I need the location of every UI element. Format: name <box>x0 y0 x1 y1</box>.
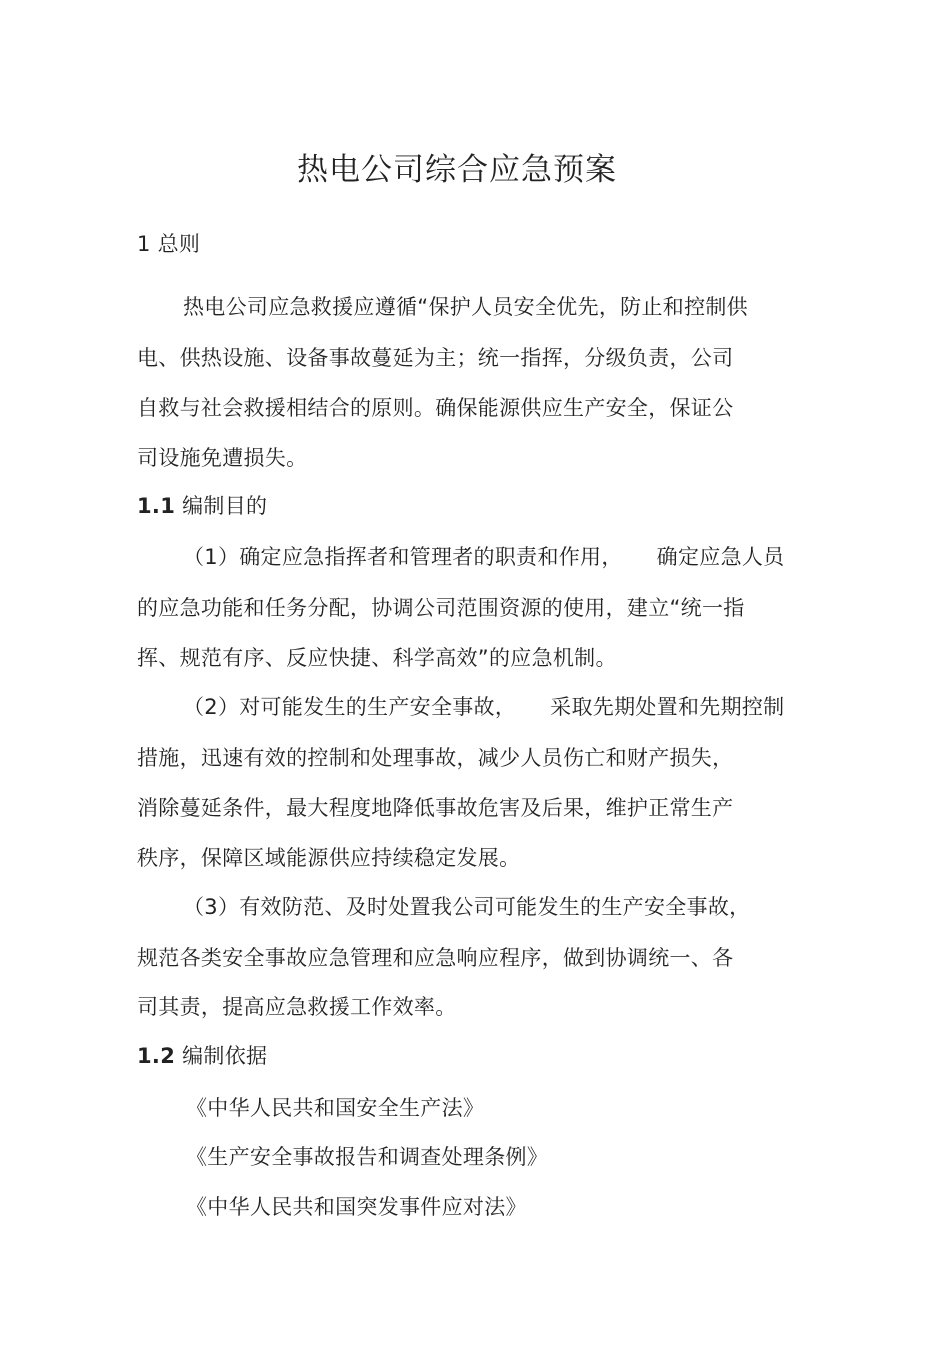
paragraph-line: 秩序，保障区域能源供应持续稳定发展。 <box>137 846 521 870</box>
paragraph-line: 自救与社会救援相结合的原则。确保能源供应生产安全，保证公 <box>137 396 734 420</box>
section-number: 1.2 <box>137 1044 176 1068</box>
list-item-2-part-b: 采取先期处置和先期控制 <box>550 695 785 719</box>
list-item-1-part-b: 确定应急人员 <box>656 545 785 569</box>
paragraph-line: 司其责，提高应急救援工作效率。 <box>137 995 457 1019</box>
section-number: 1.1 <box>137 494 176 518</box>
list-item-3-first-line: （3）有效防范、及时处置我公司可能发生的生产安全事故， <box>183 895 751 919</box>
paragraph-line: 的应急功能和任务分配，协调公司范围资源的使用，建立“统一指 <box>137 596 745 620</box>
law-reference: 《中华人民共和国突发事件应对法》 <box>186 1195 527 1219</box>
list-item-2-first-line <box>183 694 784 720</box>
paragraph-line: 挥、规范有序、反应快捷、科学高效”的应急机制。 <box>137 646 617 670</box>
paragraph-line: 规范各类安全事故应急管理和应急响应程序，做到协调统一、各 <box>137 946 734 970</box>
section-heading-purpose <box>137 493 267 519</box>
section-title: 编制依据 <box>182 1044 268 1068</box>
document-title: 热电公司综合应急预案 <box>297 152 617 188</box>
law-reference: 《生产安全事故报告和调查处理条例》 <box>186 1145 549 1169</box>
section-heading-general: 1 总则 <box>137 232 201 256</box>
list-item-2-part-a: （2）对可能发生的生产安全事故， <box>183 695 517 719</box>
list-item-1-first-line <box>183 544 784 570</box>
paragraph-line: 措施，迅速有效的控制和处理事故，减少人员伤亡和财产损失， <box>137 746 734 770</box>
law-reference: 《中华人民共和国安全生产法》 <box>186 1096 485 1120</box>
section-title: 编制目的 <box>182 494 268 518</box>
paragraph-line: 司设施免遭损失。 <box>137 446 308 470</box>
paragraph-line: 电、供热设施、设备事故蔓延为主；统一指挥，分级负责，公司 <box>137 346 734 370</box>
paragraph-line: 消除蔓延条件，最大程度地降低事故危害及后果，维护正常生产 <box>137 796 734 820</box>
paragraph-line: 热电公司应急救援应遵循“保护人员安全优先，防止和控制供 <box>183 295 748 319</box>
section-heading-basis <box>137 1043 267 1069</box>
list-item-1-part-a: （1）确定应急指挥者和管理者的职责和作用， <box>183 545 623 569</box>
